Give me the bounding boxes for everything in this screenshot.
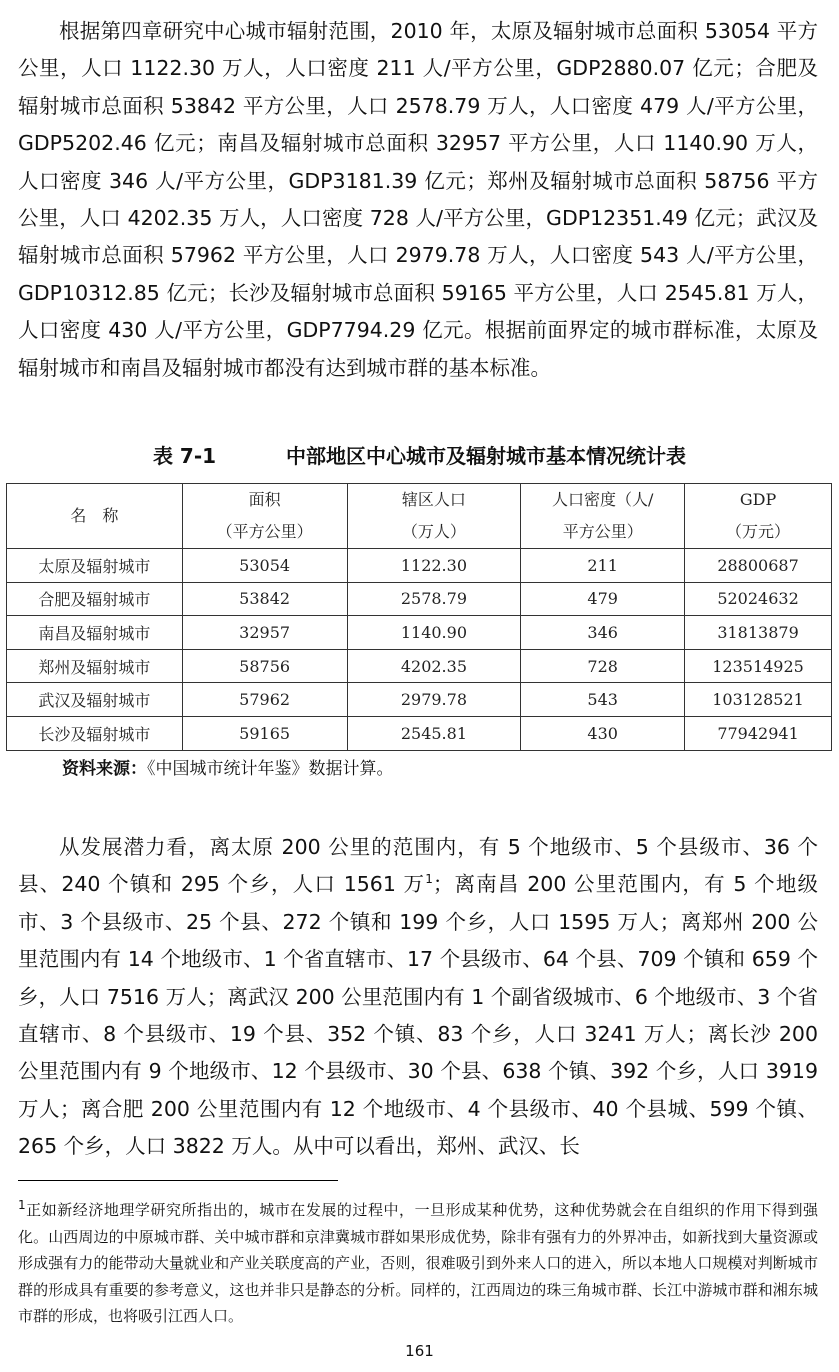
table-caption: [0, 440, 839, 469]
footnote-mark: 1: [18, 1198, 26, 1212]
source-label: 资料来源：: [62, 759, 147, 779]
cell-density: 479: [521, 582, 685, 616]
cell-gdp: 28800687: [685, 549, 832, 583]
cell-area: 53842: [182, 582, 347, 616]
cell-density: 728: [521, 649, 685, 683]
cell-density: 211: [521, 549, 685, 583]
cell-gdp: 77942941: [685, 716, 832, 750]
cell-gdp: 123514925: [685, 649, 832, 683]
cell-name: 长沙及辐射城市: [7, 716, 183, 750]
cell-population: 2979.78: [347, 683, 521, 717]
cell-area: 58756: [182, 649, 347, 683]
cell-gdp: 103128521: [685, 683, 832, 717]
cell-density: 430: [521, 716, 685, 750]
cell-name: 南昌及辐射城市: [7, 616, 183, 650]
table-row: [7, 549, 832, 583]
cell-population: 4202.35: [347, 649, 521, 683]
cell-population: 1140.90: [347, 616, 521, 650]
page-number: 161: [405, 1342, 434, 1360]
header-area: 面积 （平方公里）: [182, 484, 347, 549]
header-population: 辖区人口 （万人）: [347, 484, 521, 549]
cell-area: 53054: [182, 549, 347, 583]
table-source-note: [62, 754, 394, 779]
cell-name: 合肥及辐射城市: [7, 582, 183, 616]
cell-area: 59165: [182, 716, 347, 750]
cell-name: 太原及辐射城市: [7, 549, 183, 583]
cell-area: 57962: [182, 683, 347, 717]
header-density: 人口密度（人/ 平方公里）: [521, 484, 685, 549]
footnote-ref[interactable]: 1: [425, 872, 433, 887]
body-paragraph-1: 根据第四章研究中心城市辐射范围，2010 年，太原及辐射城市总面积 53054 平方公里，人口 1122.30 万人，人口密度 211 人/平方公里，GDP2880.07 亿元；合肥及辐射城市总面积 53842 平方公里，人口 2578.79 万人，人口密度 479 人/平方公里，GDP5202.46 亿元；南昌及辐射城市总面积 32957 平方公里，人口 1140.90 万人，人口密度 346 人/平方公里，GDP3181.39 亿元；郑州及辐射城市总面积 58756 平方公里，人口 4202.35 万人，人口密度 728 人/平方公里，GDP12351.49 亿元；武汉及辐射城市总面积 57962 平方公里，人口 2979.78 万人，人口密度 543 人/平方公里，GDP10312.85 亿元；长沙及辐射城市总面积 59165 平方公里，人口 2545.81 万人，人口密度 430 人/平方公里，GDP7794.29 亿元。根据前面界定的城市群标准，太原及辐射城市和南昌及辐射城市都没有达到城市群的基本标准。: [18, 19, 818, 380]
stats-table: [6, 483, 832, 751]
source-text: 《中国城市统计年鉴》数据计算。: [147, 759, 394, 779]
cell-population: 2578.79: [347, 582, 521, 616]
cell-population: 1122.30: [347, 549, 521, 583]
cell-density: 346: [521, 616, 685, 650]
header-name: 名 称: [7, 484, 183, 549]
cell-gdp: 52024632: [685, 582, 832, 616]
table-row: [7, 649, 832, 683]
table-row: [7, 716, 832, 750]
cell-gdp: 31813879: [685, 616, 832, 650]
table-row: [7, 683, 832, 717]
table-row: [7, 582, 832, 616]
cell-area: 32957: [182, 616, 347, 650]
table-row: [7, 616, 832, 650]
table-caption-title: 中部地区中心城市及辐射城市基本情况统计表: [286, 444, 687, 468]
cell-population: 2545.81: [347, 716, 521, 750]
table-caption-number: 表 7-1: [152, 444, 217, 468]
cell-name: 武汉及辐射城市: [7, 683, 183, 717]
body-paragraph-2: 从发展潜力看，离太原 200 公里的范围内，有 5 个地级市、5 个县级市、36 个县、240 个镇和 295 个乡，人口 1561 万$^1$；离南昌 200 公里范围内，有 5 个地级市、3 个县级市、25 个县、272 个镇和 199 个乡，人口 1595 万人；离郑州 200 公里范围内有 14 个地级市、1 个省直辖市、17 个县级市、64 个县、709 个镇和 659 个乡，人口 7516 万人；离武汉 200 公里范围内有 1 个副省级城市、6 个地级市、3 个省直辖市、8 个县级市、19 个县、352 个镇、83 个乡，人口 3241 万人；离长沙 200 公里范围内有 9 个地级市、12 个县级市、30 个县、638 个镇、392 个乡，人口 3919 万人；离合肥 200 公里范围内有 12 个地级市、4 个县级市、40 个县城、599 个镇、265 个乡，人口 3822 万人。从中可以看出，郑州、武汉、长: [18, 835, 818, 1159]
cell-name: 郑州及辐射城市: [7, 649, 183, 683]
table-header-row: [7, 484, 832, 549]
footnote-divider: [18, 1180, 338, 1181]
footnote: $^1$正如新经济地理学研究所指出的，城市在发展的过程中，一旦形成某种优势，这种优势就会在自组织的作用下得到强化。山西周边的中原城市群、关中城市群和京津冀城市群如果形成优势，除非有强有力的外界冲击，如新找到大量资源或形成强有力的能带动大量就业和产业关联度高的产业，否则，很难吸引到外来人口的进入，所以本地人口规模对判断城市群的形成具有重要的参考意义，这也并非只是静态的分析。同样的，江西周边的珠三角城市群、长江中游城市群和湘东城市群的形成，也将吸引江西人口。: [18, 1198, 818, 1325]
cell-density: 543: [521, 683, 685, 717]
header-gdp: GDP （万元）: [685, 484, 832, 549]
